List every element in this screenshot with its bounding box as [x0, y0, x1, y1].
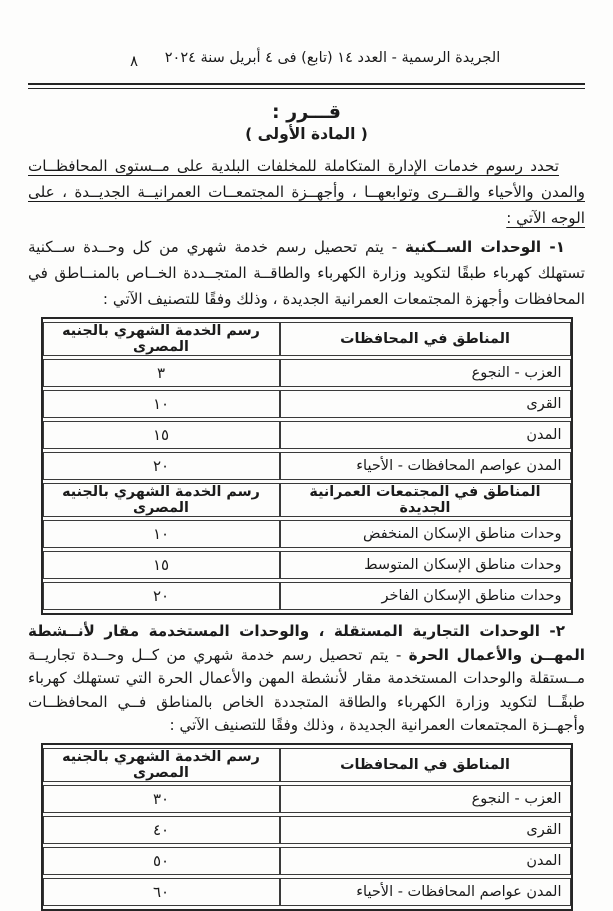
area-cell: وحدات مناطق الإسكان الفاخر — [280, 582, 571, 610]
areas-governorates-header: المناطق في المحافظات — [280, 748, 571, 782]
fee-cell: ٣٠ — [43, 785, 280, 813]
monthly-fee-header: رسم الخدمة الشهري بالجنيه المصرى — [43, 483, 280, 517]
fee-cell: ٥٠ — [43, 847, 280, 875]
monthly-fee-header: رسم الخدمة الشهري بالجنيه المصرى — [43, 748, 280, 782]
area-cell: العزب - النجوع — [280, 359, 571, 387]
area-cell: وحدات مناطق الإسكان المنخفض — [280, 520, 571, 548]
area-cell: القرى — [280, 390, 571, 418]
fee-cell: ٢٠ — [43, 582, 280, 610]
area-cell: المدن عواصم المحافظات - الأحياء — [280, 878, 571, 906]
table-header-row — [43, 483, 571, 517]
fee-cell: ٤٠ — [43, 816, 280, 844]
table-row — [43, 520, 571, 548]
fee-cell: ٣ — [43, 359, 280, 387]
area-cell: العزب - النجوع — [280, 785, 571, 813]
table-row — [43, 452, 571, 480]
page-header — [28, 50, 585, 74]
table-row — [43, 582, 571, 610]
table-row — [43, 785, 571, 813]
table-row — [43, 847, 571, 875]
fee-cell: ٦٠ — [43, 878, 280, 906]
commercial-fees-table — [41, 743, 573, 911]
table-row — [43, 359, 571, 387]
table-row — [43, 816, 571, 844]
clause-2-paragraph — [28, 620, 585, 738]
clause-1-paragraph — [28, 234, 585, 312]
article-one-heading: ( المادة الأولى ) — [245, 125, 368, 143]
area-cell: وحدات مناطق الإسكان المتوسط — [280, 551, 571, 579]
table-header-row — [43, 748, 571, 782]
clause-1-body: - يتم تحصيل رسم خدمة شهري من كل وحــدة ســكنية تستهلك كهرباء طبقًا لتكويد وزارة الكهرباء والطاقــة المتجــددة الخــاص بالمنــاطق في المحافظات وأجهزة المجتمعات العمرانية الجديدة ، وذلك وفقًا للتصنيف الآتي : — [28, 238, 585, 308]
fee-cell: ٢٠ — [43, 452, 280, 480]
monthly-fee-header: رسم الخدمة الشهري بالجنيه المصرى — [43, 322, 280, 356]
journal-title: الجريدة الرسمية - العدد ١٤ (تابع) فى ٤ أبريل سنة ٢٠٢٤ — [164, 50, 501, 66]
area-cell: المدن عواصم المحافظات - الأحياء — [280, 452, 571, 480]
table-row — [43, 390, 571, 418]
table-row — [43, 878, 571, 906]
table-row — [43, 551, 571, 579]
table-header-row — [43, 322, 571, 356]
fee-cell: ١٠ — [43, 390, 280, 418]
fee-cell: ١٥ — [43, 421, 280, 449]
table-row — [43, 421, 571, 449]
areas-governorates-header: المناطق في المحافظات — [280, 322, 571, 356]
header-divider-rule — [28, 83, 585, 89]
area-cell: المدن — [280, 421, 571, 449]
clause-1-title: ١- الوحدات الســكنية — [405, 238, 566, 256]
article-intro-paragraph: تحدد رسوم خدمات الإدارة المتكاملة للمخلفات البلدية على مــستوى المحافظــات والمدن والأحياء والقــرى وتوابعهــا ، وأجهــزة المجتمعــات العمرانيــة الجديــدة ، على الوجه الآتي : — [28, 157, 585, 227]
fee-cell: ١٥ — [43, 551, 280, 579]
clause-2-body: - يتم تحصيل رسم خدمة شهري من كــل وحــدة تجاريــة مــستقلة والوحدات المستخدمة مقار لأنشطة المهن والأعمال الحرة التي تستهلك كهرباء طبقًــا لتكويد وزارة الكهرباء والطاقة المتجددة الخاص بالمناطق فــي المحافظــات وأجهــزة المجتمعات العمرانية الجديدة ، وذلك وفقًا للتصنيف الآتي : — [28, 645, 585, 734]
area-cell: المدن — [280, 847, 571, 875]
fee-cell: ١٠ — [43, 520, 280, 548]
residential-fees-table — [41, 317, 573, 615]
decision-heading: قـــرر : — [272, 101, 341, 123]
area-cell: القرى — [280, 816, 571, 844]
clause-2-title: ٢- الوحدات التجارية المستقلة ، والوحدات المستخدمة مقار لأنــشطة المهــن والأعمال الحرة — [28, 622, 585, 664]
page-number: ٨ — [130, 52, 139, 70]
areas-new-communities-header: المناطق في المجتمعات العمرانية الجديدة — [280, 483, 571, 517]
